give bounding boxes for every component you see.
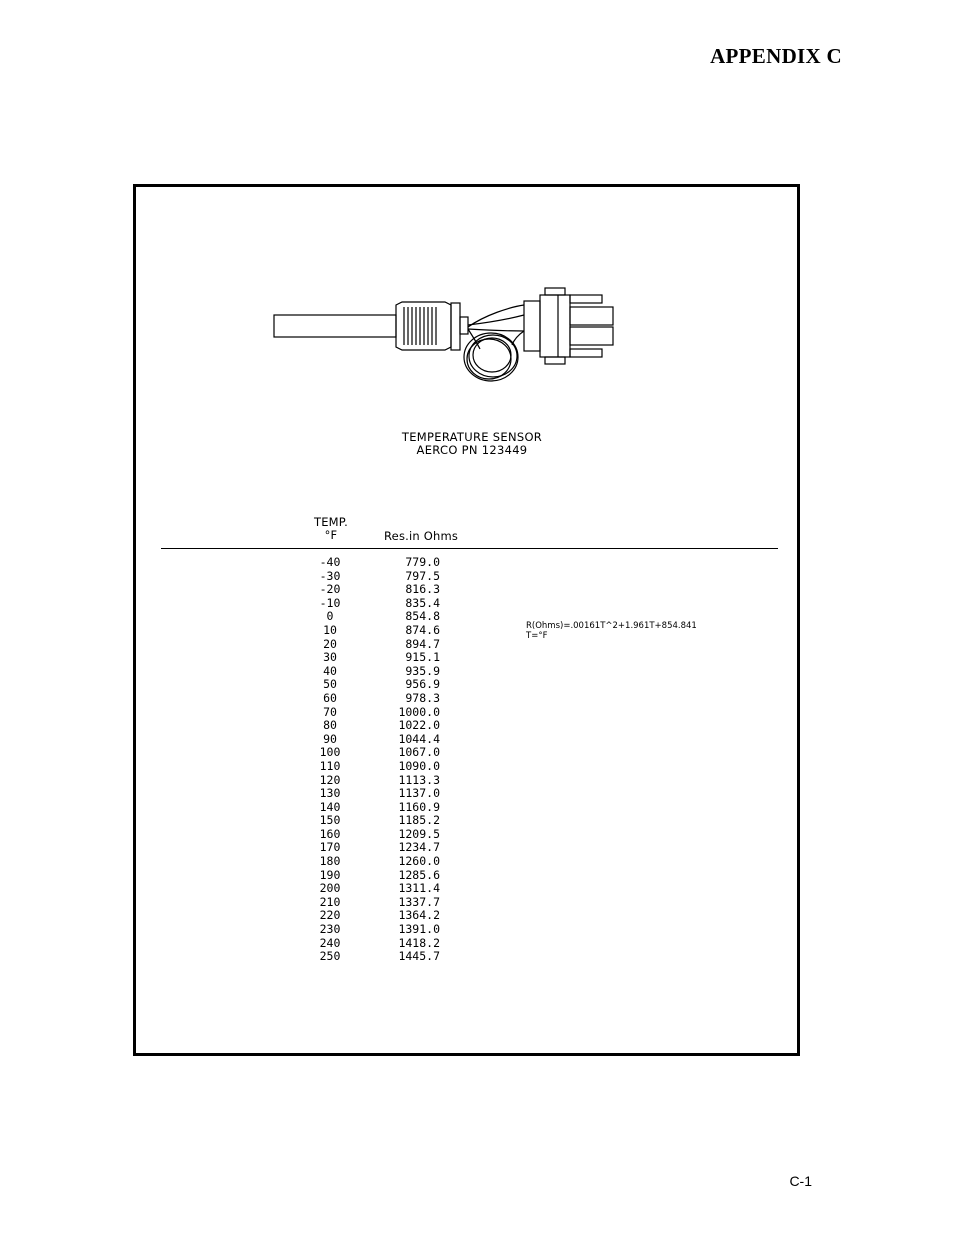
resistance-cell: 1209.5 <box>398 826 440 841</box>
temperature-cell: 30 <box>323 650 337 665</box>
table-row <box>300 787 460 801</box>
resistance-cell: 894.7 <box>405 636 440 651</box>
table-row <box>300 760 460 774</box>
resistance-cell: 1311.4 <box>398 881 440 896</box>
resistance-cell: 1445.7 <box>398 949 440 964</box>
temperature-cell: 0 <box>326 609 334 624</box>
table-row <box>300 719 460 733</box>
temperature-cell: 150 <box>319 813 341 828</box>
resistance-cell: 1418.2 <box>398 935 440 950</box>
table-row <box>300 909 460 923</box>
resistance-cell: 1234.7 <box>398 840 440 855</box>
resistance-cell: 1090.0 <box>398 758 440 773</box>
table-row <box>300 665 460 679</box>
resistance-cell: 816.3 <box>405 582 440 597</box>
resistance-cell: 1364.2 <box>398 908 440 923</box>
resistance-cell: 956.9 <box>405 677 440 692</box>
figure-caption-title: TEMPERATURE SENSOR <box>401 430 543 444</box>
table-row <box>300 638 460 652</box>
resistance-cell: 1160.9 <box>398 799 440 814</box>
temperature-cell: 60 <box>323 690 337 705</box>
temperature-cell: 200 <box>319 881 341 896</box>
table-row <box>300 801 460 815</box>
table-row <box>300 828 460 842</box>
temperature-cell: -20 <box>319 582 341 597</box>
resistance-cell: 1113.3 <box>398 772 440 787</box>
table-row <box>300 950 460 964</box>
column-header-temp: TEMP. <box>313 515 348 529</box>
table-row <box>300 610 460 624</box>
figure-caption-part-number: AERCO PN 123449 <box>416 443 528 457</box>
resistance-cell: 935.9 <box>405 663 440 678</box>
temperature-cell: -30 <box>319 568 341 583</box>
temperature-cell: 210 <box>319 894 341 909</box>
resistance-cell: 1000.0 <box>398 704 440 719</box>
resistance-table <box>300 556 460 964</box>
resistance-cell: 1137.0 <box>398 786 440 801</box>
header-divider <box>161 548 778 549</box>
temperature-cell: 250 <box>319 949 341 964</box>
formula-variable-definition: T=°F <box>526 631 548 641</box>
formula-equation: R(Ohms)=.00161T^2+1.961T+854.841 <box>526 621 697 631</box>
column-header-temp-unit: °F <box>324 528 338 542</box>
resistance-cell: 1285.6 <box>398 867 440 882</box>
resistance-cell: 1044.4 <box>398 731 440 746</box>
resistance-cell: 1260.0 <box>398 854 440 869</box>
resistance-cell: 779.0 <box>405 555 440 569</box>
table-row <box>300 556 460 570</box>
resistance-cell: 874.6 <box>405 622 440 637</box>
temperature-cell: 70 <box>323 704 337 719</box>
resistance-formula <box>526 621 697 641</box>
temperature-cell: 100 <box>319 745 341 760</box>
resistance-cell: 915.1 <box>405 650 440 665</box>
temperature-cell: 40 <box>323 663 337 678</box>
temperature-cell: 20 <box>323 636 337 651</box>
page-number: C-1 <box>789 1173 812 1189</box>
table-row <box>300 692 460 706</box>
table-row <box>300 570 460 584</box>
temperature-cell: 230 <box>319 922 341 937</box>
resistance-cell: 797.5 <box>405 568 440 583</box>
table-row <box>300 814 460 828</box>
column-header-resistance: Res.in Ohms <box>384 529 459 543</box>
resistance-cell: 835.4 <box>405 595 440 610</box>
resistance-cell: 1067.0 <box>398 745 440 760</box>
table-row <box>300 841 460 855</box>
temperature-cell: 180 <box>319 854 341 869</box>
table-row <box>300 678 460 692</box>
table-row <box>300 923 460 937</box>
temperature-cell: 220 <box>319 908 341 923</box>
temperature-cell: -10 <box>319 595 341 610</box>
temperature-cell: 80 <box>323 718 337 733</box>
resistance-cell: 1022.0 <box>398 718 440 733</box>
temperature-cell: 110 <box>319 758 341 773</box>
table-row <box>300 706 460 720</box>
table-row <box>300 597 460 611</box>
page-header-title: APPENDIX C <box>710 44 842 68</box>
temperature-cell: 190 <box>319 867 341 882</box>
resistance-cell: 1391.0 <box>398 922 440 937</box>
table-row <box>300 855 460 869</box>
temperature-cell: 240 <box>319 935 341 950</box>
table-row <box>300 896 460 910</box>
temperature-cell: 10 <box>323 622 337 637</box>
temperature-cell: 130 <box>319 786 341 801</box>
table-row <box>300 624 460 638</box>
temperature-cell: 90 <box>323 731 337 746</box>
table-row <box>300 869 460 883</box>
resistance-cell: 1185.2 <box>398 813 440 828</box>
resistance-cell: 854.8 <box>405 609 440 624</box>
temperature-sensor-drawing <box>270 285 615 400</box>
temperature-cell: 170 <box>319 840 341 855</box>
table-row <box>300 937 460 951</box>
table-row <box>300 651 460 665</box>
temperature-cell: 50 <box>323 677 337 692</box>
table-row <box>300 774 460 788</box>
resistance-cell: 978.3 <box>405 690 440 705</box>
table-row <box>300 746 460 760</box>
table-row <box>300 733 460 747</box>
temperature-cell: 140 <box>319 799 341 814</box>
temperature-cell: -40 <box>319 555 341 569</box>
table-row <box>300 583 460 597</box>
temperature-cell: 120 <box>319 772 341 787</box>
table-row <box>300 882 460 896</box>
resistance-cell: 1337.7 <box>398 894 440 909</box>
temperature-cell: 160 <box>319 826 341 841</box>
